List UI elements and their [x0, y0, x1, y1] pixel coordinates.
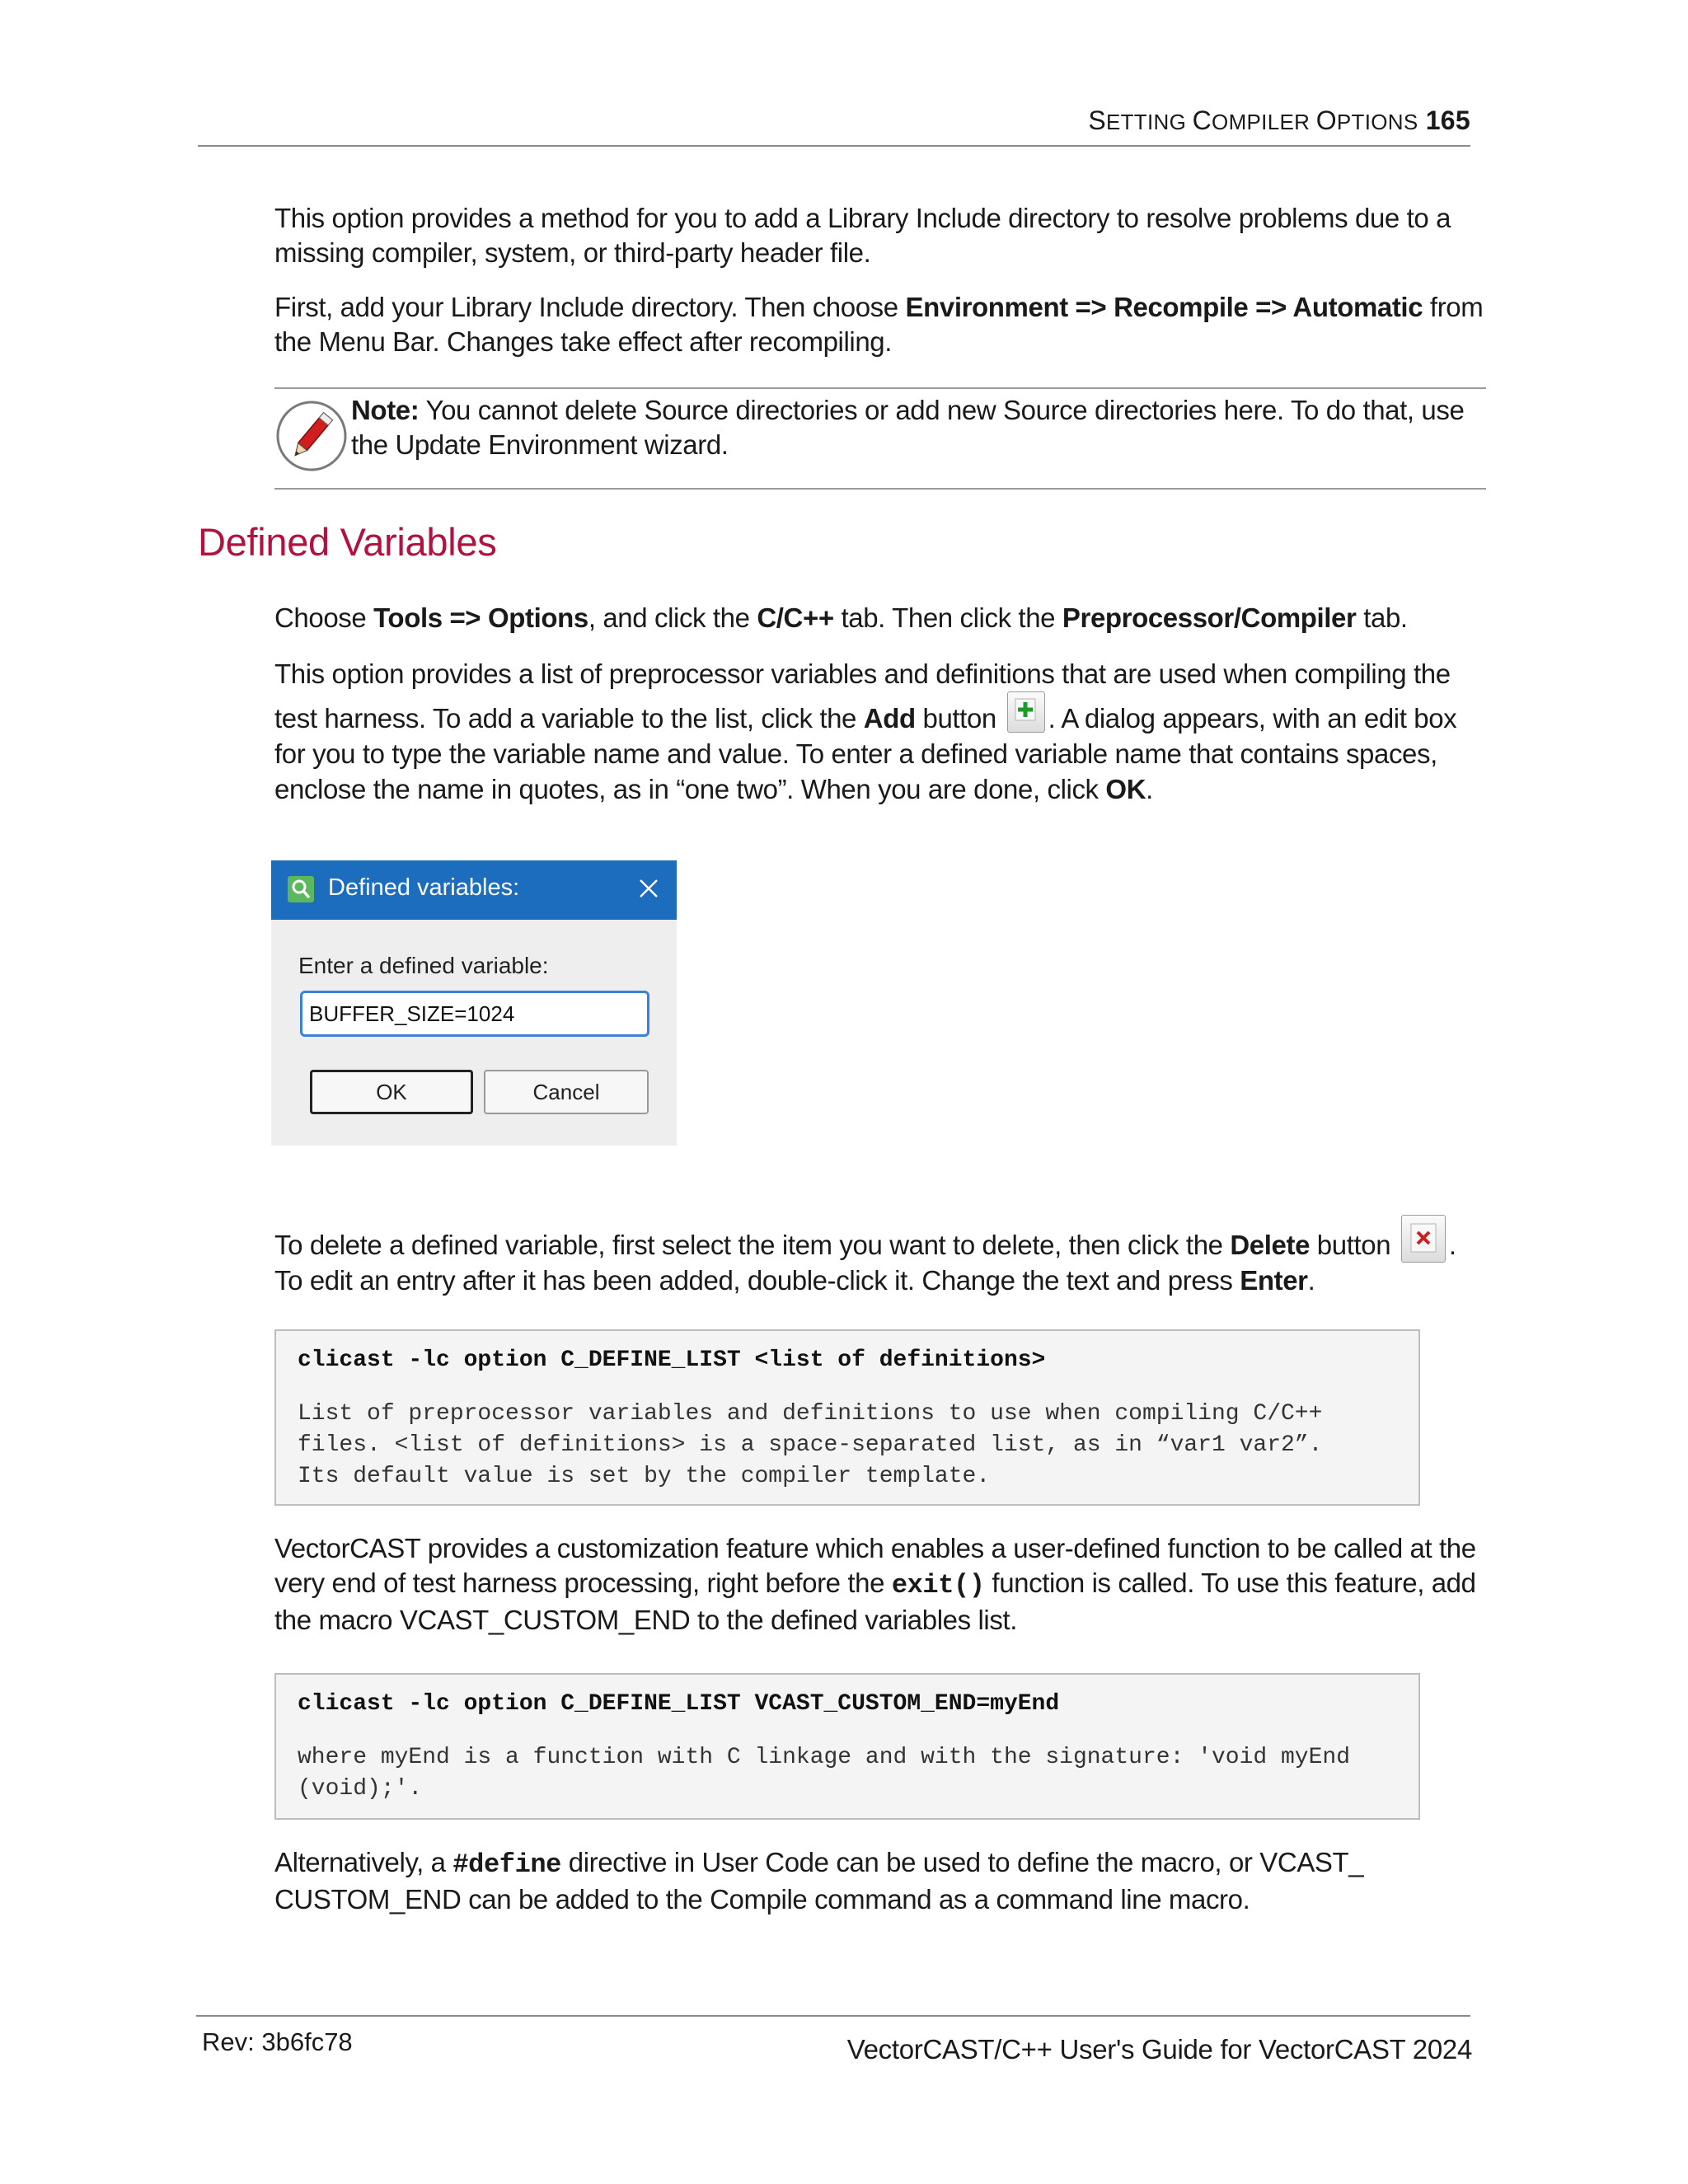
intro-text: First, add your Library Include directory. Then choose [274, 292, 906, 322]
code-command: clicast -lc option C_DEFINE_LIST VCAST_CUSTOM_END=myEnd [298, 1691, 1060, 1717]
section-text: VectorCAST provides a customization feature which enables a user-defined function to be called at the very end of test harness processing, right before the [274, 1533, 1476, 1598]
footer-rule [196, 2015, 1470, 2017]
section-text: . [1307, 1265, 1315, 1296]
section-paragraph-4 [274, 1531, 1486, 1638]
note-text [351, 393, 1489, 462]
section-paragraph-1 [274, 601, 1486, 635]
intro-text: This option provides a method for you to add a Library Include directory to resolve problems due to a missing compiler, system, or third-party header file. [274, 203, 1451, 268]
section-text: . A dialog appears, with an edit box for you to type the variable name and value. To enter a defined variable name that contains spaces, enclose the name in quotes, as in “one two”. When you are done, click [274, 703, 1457, 804]
section-text: To delete a defined variable, first select the item you want to delete, then click the [274, 1230, 1231, 1260]
header-title-part: OMPILER [1212, 110, 1316, 134]
intro-paragraph-2 [274, 290, 1486, 359]
section-text: Choose [274, 602, 374, 633]
button-name: OK [1105, 774, 1146, 804]
section-text: . To edit an entry after it has been added, double-click it. Change the text and press [274, 1230, 1456, 1296]
header-title-part: S [1088, 105, 1106, 135]
header-title-part: C [1192, 105, 1212, 135]
section-heading: Defined Variables [198, 520, 497, 564]
intro-text: from the Menu Bar. Changes take effect after recompiling. [274, 292, 1484, 357]
button-name: Add [863, 703, 916, 733]
section-paragraph-2 [274, 656, 1486, 807]
guide-title: VectorCAST/C++ User's Guide for VectorCAST 2024 [846, 2034, 1472, 2064]
ok-button[interactable]: OK [310, 1070, 473, 1114]
section-text: . [1146, 774, 1153, 804]
section-text: This option provides a list of preprocessor variables and definitions that are used when compiling the test harness. To add a variable to the list, click the [274, 658, 1451, 733]
section-text: button [915, 703, 1004, 733]
header-title-part: O [1315, 105, 1337, 135]
header-title-part: ETTING [1105, 110, 1193, 134]
dialog-title: Defined variables: [328, 874, 520, 901]
note-label: Note: [351, 395, 420, 425]
menu-path: Tools => Options [373, 602, 588, 633]
section-text: tab. Then click the [833, 602, 1062, 633]
close-icon[interactable] [634, 874, 663, 903]
code-block-custom-end [274, 1673, 1420, 1820]
cancel-button[interactable]: Cancel [484, 1070, 649, 1114]
section-paragraph-3 [274, 1215, 1486, 1298]
page-number: 165 [1425, 105, 1470, 135]
intro-paragraph-1 [274, 201, 1486, 270]
section-text: button [1310, 1230, 1398, 1260]
defined-variable-input[interactable] [300, 991, 649, 1037]
code-block-define-list [274, 1329, 1420, 1506]
code-description: where myEnd is a function with C linkage and with the signature: 'void myEnd (void);'. [298, 1745, 1351, 1802]
note-top-rule [274, 387, 1486, 389]
section-text: tab. [1356, 602, 1408, 633]
inline-code: exit() [891, 1570, 985, 1601]
tab-name: Preprocessor/Compiler [1062, 602, 1357, 633]
delete-icon [1401, 1215, 1446, 1263]
section-paragraph-5 [274, 1845, 1486, 1917]
add-icon [1007, 691, 1045, 733]
search-icon [287, 875, 315, 903]
revision-label: Rev: 3b6fc78 [202, 2027, 353, 2056]
tab-name: C/C++ [757, 602, 834, 633]
section-text: function is called. To use this feature, add the macro VCAST_CUSTOM_END to the defined variables list. [274, 1568, 1476, 1635]
running-header [1088, 105, 1470, 136]
section-text: , and click the [588, 602, 757, 633]
button-name: Delete [1230, 1230, 1311, 1260]
inline-code: #define [452, 1849, 561, 1880]
key-name: Enter [1240, 1265, 1308, 1296]
menu-path: Environment => Recompile => Automatic [905, 292, 1423, 322]
code-description: List of preprocessor variables and definitions to use when compiling C/C++ files. <list of definitions> is a space-separated list, as in “var1 var2”. Its default value is set by the compiler template. [298, 1401, 1323, 1489]
defined-variables-dialog [271, 860, 677, 1146]
section-text: directive in User Code can be used to define the macro, or VCAST_ CUSTOM_END can be added to the Compile command as a command line macro. [274, 1847, 1364, 1915]
pencil-icon [274, 399, 349, 473]
note-body: You cannot delete Source directories or add new Source directories here. To do that, use the Update Environment wizard. [351, 395, 1465, 460]
header-rule [198, 145, 1470, 147]
dialog-field-label: Enter a defined variable: [298, 953, 549, 978]
header-title-part: PTIONS [1336, 110, 1418, 134]
section-text: Alternatively, a [274, 1847, 453, 1877]
note-bottom-rule [274, 488, 1486, 490]
code-command: clicast -lc option C_DEFINE_LIST <list of definitions> [298, 1347, 1046, 1373]
